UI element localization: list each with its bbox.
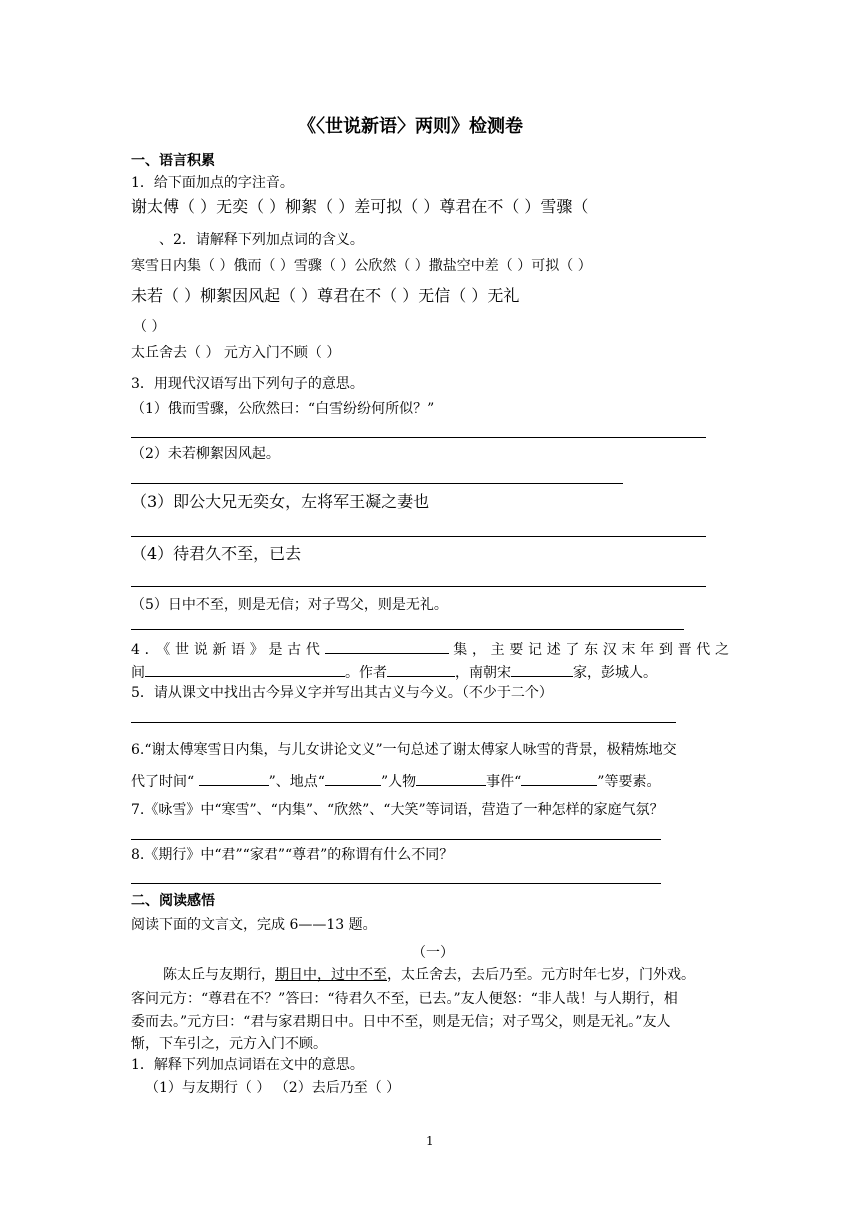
q1-line: 谢太傅（ ）无奕（ ）柳絮（ ）差可拟（ ）尊君在不（ ）雪骤（ [131, 197, 589, 216]
q3-sentence-3: （3）即公大兄无奕女，左将军王凝之妻也 [131, 492, 430, 511]
passage-line1 [163, 966, 695, 984]
q3-sentence-2: （2）未若柳絮因风起。 [131, 446, 280, 462]
q2-line2: 未若（ ）柳絮因风起（ ）尊君在不（ ）无信（ ）无礼 [131, 286, 520, 305]
answer-line [131, 536, 706, 537]
section2-intro: 阅读下面的文言文，完成 6——13 题。 [131, 917, 377, 933]
q3-sentence-5: （5）日中不至，则是无信；对子骂父，则是无礼。 [131, 597, 448, 613]
answer-line [131, 586, 706, 587]
blank-role[interactable] [511, 662, 573, 677]
q7-prompt: 7.《咏雪》中“寒雪”、“内集”、“欣然”、“大笑”等词语，营造了一种怎样的家庭气氛？ [131, 802, 664, 818]
answer-line [131, 483, 623, 484]
passage-underlined: 期日中，过中不至 [275, 967, 387, 983]
q2-prompt: 、2．请解释下列加点词的含义。 [159, 232, 364, 248]
blank-author[interactable] [387, 662, 455, 677]
q4-text-f: 家，彭城人。 [573, 665, 657, 681]
q6-text-d: 事件“ [486, 774, 522, 790]
q3-sentence-1: （1）俄而雪骤，公欣然曰：“白雪纷纷何所似？” [131, 401, 435, 417]
q4-line2 [131, 662, 657, 682]
page-title: 《〈世说新语〉两则》检测卷 [298, 116, 523, 137]
q4-text-a: 4．《世说新语》是古代 [131, 642, 325, 658]
s2-q1-prompt: 1．解释下列加点词语在文中的意思。 [131, 1057, 364, 1073]
q1-prompt: 1．给下面加点的字注音。 [131, 175, 294, 191]
q6-text-e: ”等要素。 [597, 774, 661, 790]
q6-text-c: ”人物 [380, 774, 417, 790]
passage-part-label: （一） [412, 945, 454, 961]
page-number: 1 [426, 1134, 434, 1148]
passage-line2: 客问元方：“尊君在不？”答曰：“待君久不至，已去。”友人便怒：“非人哉！与人期行，相 [131, 991, 678, 1007]
q4-text-b: 集，主要记述了东汉末年到晋代之 [448, 642, 729, 658]
q8-prompt: 8.《期行》中“君”“家君”“尊君”的称谓有什么不同？ [131, 847, 454, 863]
blank-time[interactable] [199, 771, 269, 786]
answer-line [131, 722, 676, 723]
answer-line [131, 839, 661, 840]
q6-text-a: 代了时间“ [131, 774, 199, 790]
q6-line1: 6.“谢太傅寒雪日内集，与儿女讲论文义”一句总述了谢太傅家人咏雪的背景，极精炼地交 [131, 742, 677, 758]
answer-line [131, 883, 661, 884]
answer-line [131, 437, 706, 438]
q2-line4: 太丘舍去（ ） 元方入门不顾（ ） [131, 345, 341, 361]
blank-event[interactable] [521, 771, 597, 786]
blank-people[interactable] [416, 771, 486, 786]
passage-line3: 委而去。”元方曰：“君与家君期日中。日中不至，则是无信；对子骂父，则是无礼。”友人 [131, 1014, 671, 1030]
section2-heading: 二、阅读感悟 [131, 893, 215, 909]
q4-text-c: 间 [131, 665, 145, 681]
passage-text: 陈太丘与友期行， [163, 967, 275, 983]
passage-line4: 惭，下车引之，元方入门不顾。 [131, 1036, 327, 1052]
q6-text-b: ”、地点“ [268, 774, 325, 790]
q3-sentence-4: （4）待君久不至，已去 [131, 544, 302, 563]
q2-line1: 寒雪日内集（ ）俄而（ ）雪骤（ ）公欣然（ ）撒盐空中差（ ）可拟（ ） [131, 258, 592, 274]
q4-text-e: ，南朝宋 [455, 665, 511, 681]
q4-text-d: 。作者 [345, 665, 387, 681]
q5-prompt: 5．请从课文中找出古今异义字并写出其古义与今义。（不少于二个） [131, 685, 553, 701]
s2-q1-items: （1）与友期行（ ） （2）去后乃至（ ） [145, 1080, 401, 1096]
q3-prompt: 3．用现代汉语写出下列句子的意思。 [131, 376, 364, 392]
answer-line [131, 629, 684, 630]
section1-heading: 一、语言积累 [131, 153, 215, 169]
passage-text: ，太丘舍去，去后乃至。元方时年七岁，门外戏。 [387, 967, 695, 983]
blank-place[interactable] [325, 771, 381, 786]
blank-genre[interactable] [325, 639, 449, 654]
q4-line1 [131, 639, 729, 659]
q2-line3: （ ） [133, 319, 166, 335]
blank-content[interactable] [145, 662, 345, 677]
q6-line2 [131, 771, 660, 791]
